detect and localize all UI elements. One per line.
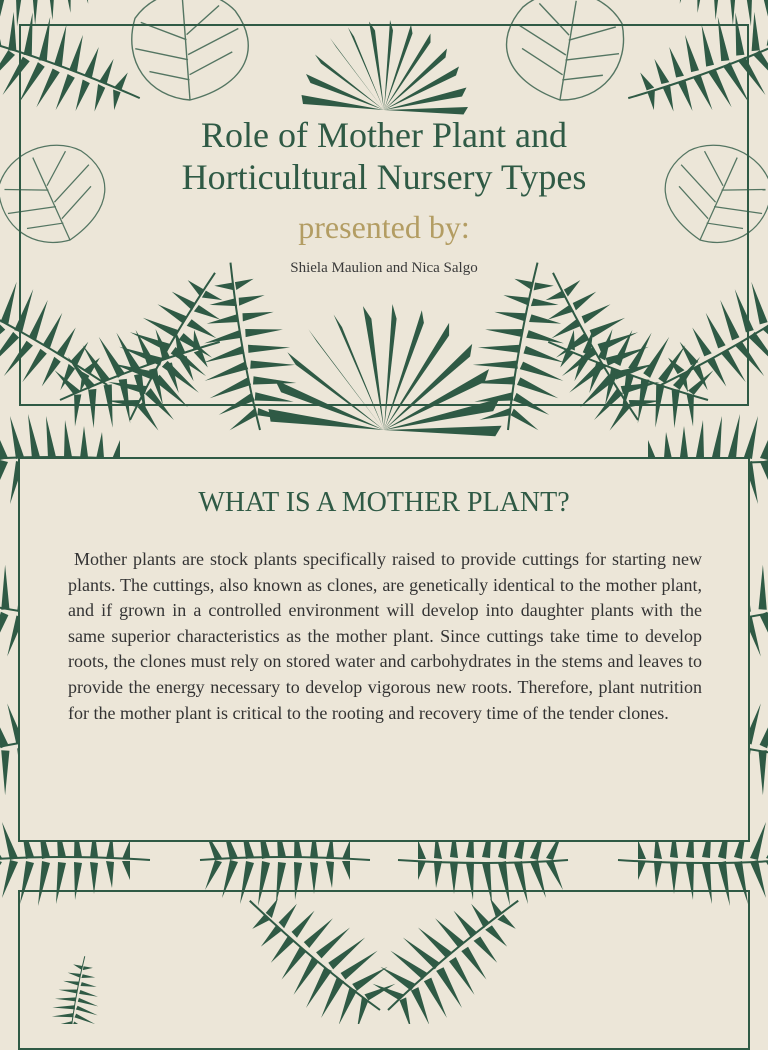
authors-text: Shiela Maulion and Nica Salgo: [290, 260, 478, 276]
presented-by-label: presented by:: [298, 209, 470, 245]
page-title: [100, 114, 668, 198]
section-heading: WHAT IS A MOTHER PLANT?: [198, 487, 570, 518]
next-slide-frame: [18, 890, 750, 1050]
mother-plant-card: [18, 457, 750, 842]
title-line-1: Role of Mother Plant and: [201, 115, 567, 155]
title-line-2: Horticultural Nursery Types: [181, 157, 587, 197]
section-body: Mother plants are stock plants specifically raised to provide cuttings for starting new plants. The cuttings, also known as clones, are genetically identical to the mother plant, and if grown in a controlled environment will develop into daughter plants with the same superior characteristics as the mother plant. Since cuttings take time to develop roots, the clones must rely on stored water and carbohydrates in the stems and leaves to provide the energy necessary to develop vigorous new roots. Therefore, plant nutrition for the mother plant is critical to the rooting and recovery time of the tender clones.: [68, 549, 707, 723]
